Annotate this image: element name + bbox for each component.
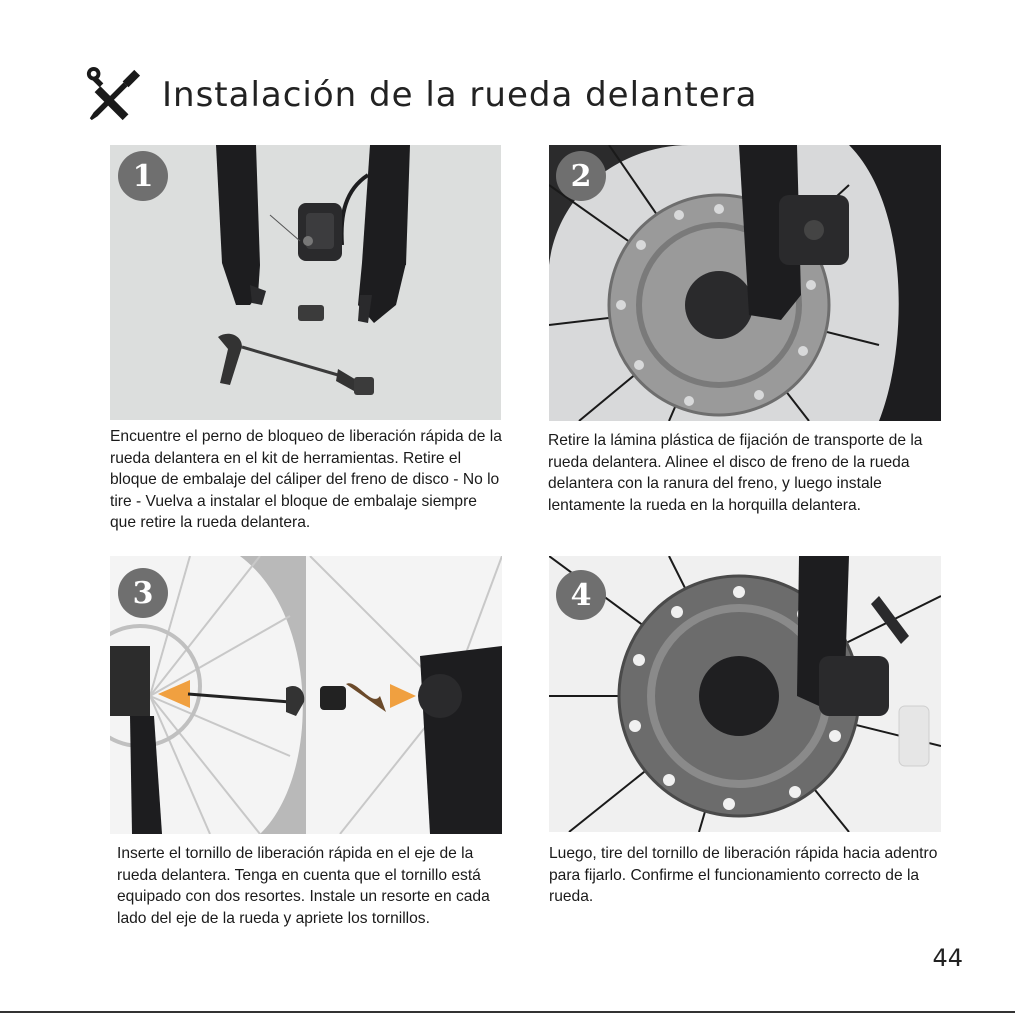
step-1-photo xyxy=(110,145,501,420)
page-number: 44 xyxy=(932,944,963,972)
bottom-rule xyxy=(0,1011,1015,1013)
step-3-caption: Inserte el tornillo de liberación rápida en el eje de la rueda delantera. Tenga en cuenta que el tornillo está equipado con dos resortes. Instale un resorte en cada lado del eje de la rueda y apriete los tornillos. xyxy=(117,845,490,927)
step-3-photo xyxy=(110,556,502,834)
step-3-badge: 3 xyxy=(118,568,168,618)
tools-icon xyxy=(84,66,142,124)
step-4-photo xyxy=(549,556,941,832)
step-2-badge: 2 xyxy=(556,151,606,201)
step-4-caption: Luego, tire del tornillo de liberación rápida hacia adentro para fijarlo. Confirme el funcionamiento correcto de la rueda. xyxy=(549,845,938,905)
step-4-badge: 4 xyxy=(556,570,606,620)
step-1-caption: Encuentre el perno de bloqueo de liberación rápida de la rueda delantera en el kit de herramientas. Retire el bloque de embalaje del cáliper del freno de disco - No lo tire - Vuelva a instalar el bloque de embalaje siempre que retire la rueda delantera. xyxy=(110,428,502,531)
step-2-photo xyxy=(549,145,941,421)
step-1-badge: 1 xyxy=(118,151,168,201)
page-title: Instalación de la rueda delantera xyxy=(162,75,758,115)
page-header xyxy=(84,64,758,126)
step-2-caption: Retire la lámina plástica de fijación de transporte de la rueda delantera. Alinee el disco de freno de la rueda delantera con la ranura del freno, y luego instale lentamente la rueda en la horquilla delantera. xyxy=(548,432,923,514)
